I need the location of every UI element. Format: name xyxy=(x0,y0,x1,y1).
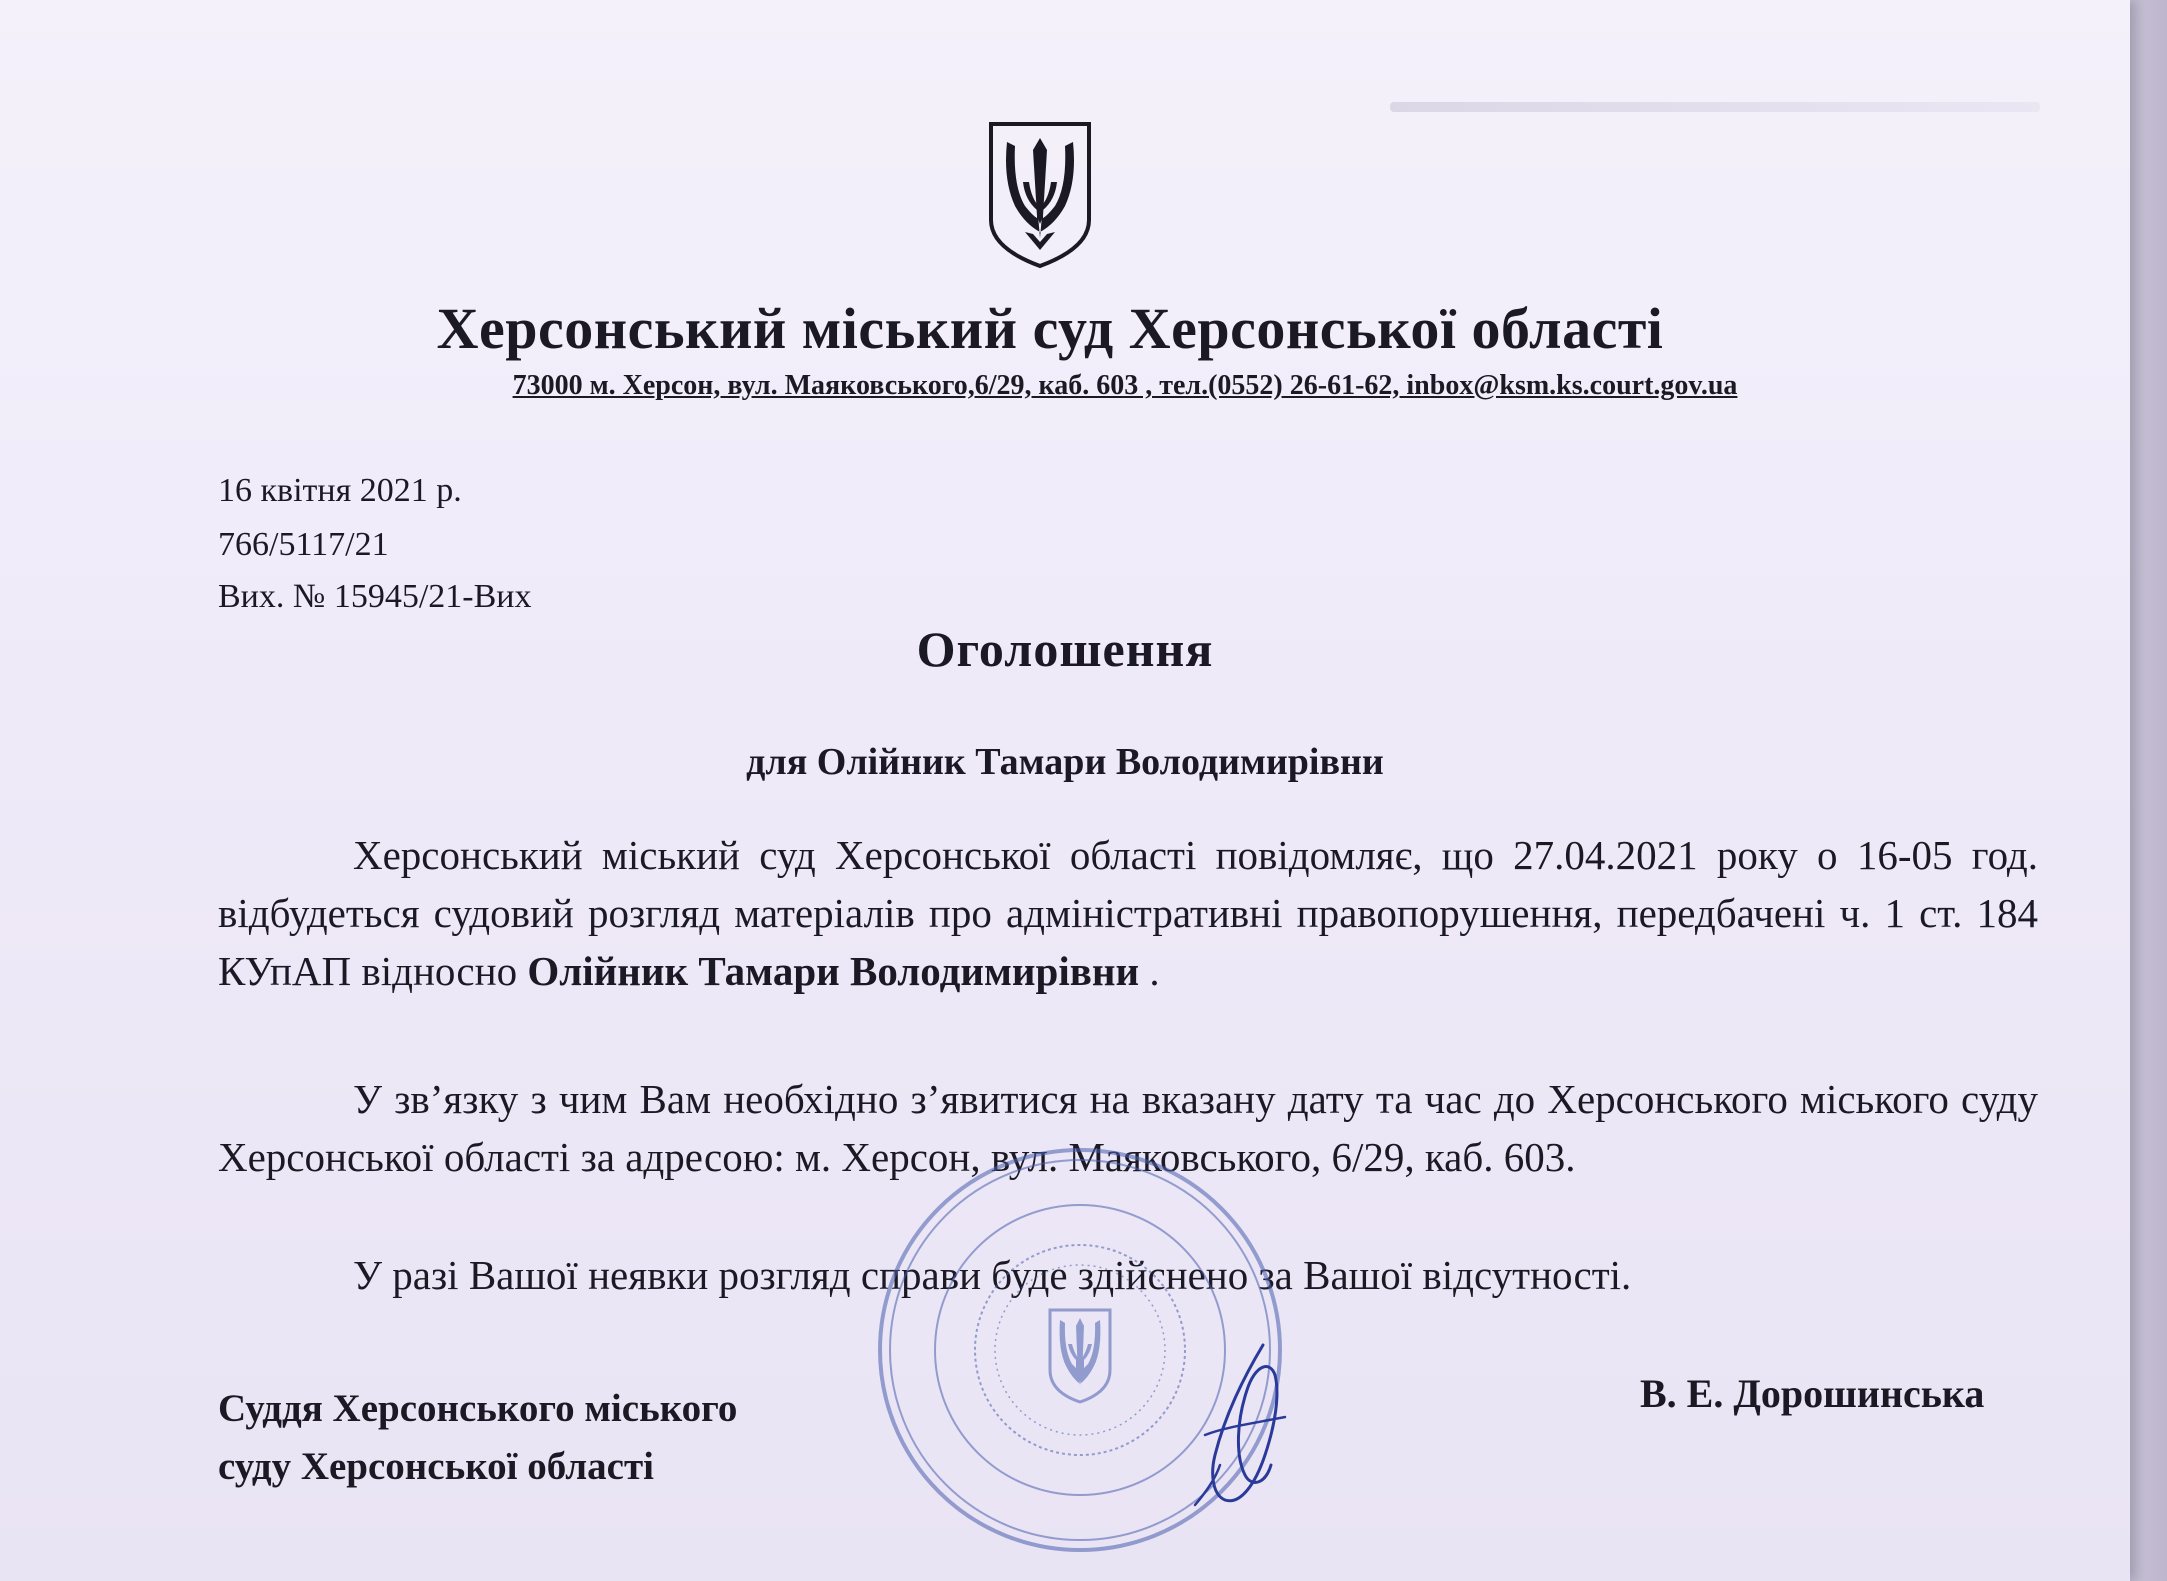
paragraph-indent xyxy=(218,1252,353,1298)
paragraph-indent xyxy=(218,1076,353,1122)
paragraph-3-text: У разі Вашої неявки розгляд справи буде здійснено за Вашої відсутності. xyxy=(353,1252,1632,1298)
court-name-heading: Херсонський міський суд Херсонської області xyxy=(436,296,1664,361)
document-title: Оголошення xyxy=(916,621,1214,677)
paragraph-1-end: . xyxy=(1139,948,1160,994)
trident-emblem-icon xyxy=(985,120,1095,270)
document-date: 16 квітня 2021 р. xyxy=(218,472,462,509)
handwritten-signature xyxy=(1185,1335,1295,1510)
addressee-line: для Олійник Тамари Володимирівни xyxy=(746,741,1384,783)
judge-position-line-2: суду Херсонської області xyxy=(218,1445,654,1488)
outgoing-number: Вих. № 15945/21-Вих xyxy=(218,578,532,615)
bleed-through-text xyxy=(1390,102,2040,112)
paragraph-2-text: У зв’язку з чим Вам необхідно з’явитися на вказану дату та час до Херсонського міського суду Херсонської області за адресою: м. Херсон, вул. Маяковського, 6/29, каб. 603. xyxy=(218,1076,2038,1180)
defendant-name: Олійник Тамари Володимирівни xyxy=(527,948,1140,994)
judge-position-line-1: Суддя Херсонського міського xyxy=(218,1387,738,1430)
paragraph-1-text: Херсонський міський суд Херсонської області повідомляє, що 27.04.2021 року о 16-05 год. відбудеться судовий розгляд матеріалів про адміністративні правопорушення, передбачені ч. 1 ст. 184 КУпАП відносно xyxy=(218,832,2038,994)
judge-position xyxy=(218,1380,737,1496)
notice-paragraph-1 xyxy=(218,826,2038,1000)
judge-name: В. Е. Дорошинська xyxy=(1640,1371,1985,1416)
case-number: 766/5117/21 xyxy=(218,526,389,563)
paragraph-indent xyxy=(218,832,353,878)
court-address-line: 73000 м. Херсон, вул. Маяковського,6/29, каб. 603 , тел.(0552) 26-61-62, inbox@ksm.ks.court.gov.ua xyxy=(512,370,1738,401)
